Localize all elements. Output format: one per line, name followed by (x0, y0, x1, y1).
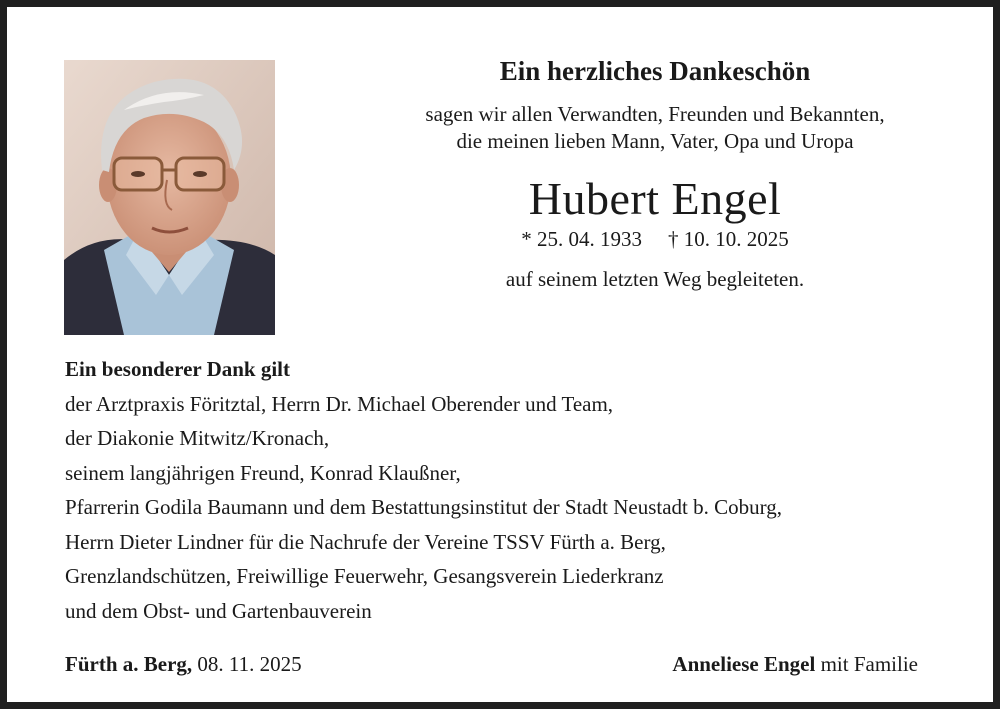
header-block (347, 55, 963, 293)
signer-suffix: mit Familie (820, 652, 918, 676)
date: 08. 11. 2025 (197, 652, 302, 676)
intro-line-1: sagen wir allen Verwandten, Freunden und Bekannten, (425, 102, 885, 126)
thanks-line: Grenzlandschützen, Freiwillige Feuerwehr, Gesangsverein Liederkranz (65, 564, 664, 588)
thanks-line: Pfarrerin Godila Baumann und dem Bestattungsinstitut der Stadt Neustadt b. Coburg, (65, 495, 783, 519)
thanks-line: Herrn Dieter Lindner für die Nachrufe der Vereine TSSV Fürth a. Berg, (65, 529, 666, 554)
thanks-line: und dem Obst- und Gartenbauverein (65, 598, 372, 623)
thanks-line: seinem langjährigen Freund, Konrad Klaußner, (65, 460, 461, 485)
thanks-line: der Diakonie Mitwitz/Kronach, (65, 426, 330, 450)
place-date (65, 650, 302, 678)
thanks-lead: Ein besonderer Dank gilt (65, 357, 291, 381)
life-dates (347, 225, 963, 253)
death-date: † 10. 10. 2025 (668, 227, 789, 251)
thanks-line: der Arztpraxis Föritztal, Herrn Dr. Michael Oberender und Team, (65, 391, 614, 416)
outro-text: auf seinem letzten Weg begleiteten. (505, 267, 805, 291)
special-thanks (65, 352, 965, 628)
portrait-photo (64, 60, 275, 335)
deceased-name: Hubert Engel (528, 173, 782, 224)
place: Fürth a. Berg, (65, 652, 193, 676)
signature (672, 650, 918, 678)
signer-name: Anneliese Engel (672, 652, 816, 676)
title: Ein herzliches Dankeschön (499, 56, 811, 86)
birth-date: * 25. 04. 1933 (521, 227, 642, 251)
intro-line-2: die meinen lieben Mann, Vater, Opa und Uropa (456, 129, 854, 153)
intro-text (347, 101, 963, 155)
